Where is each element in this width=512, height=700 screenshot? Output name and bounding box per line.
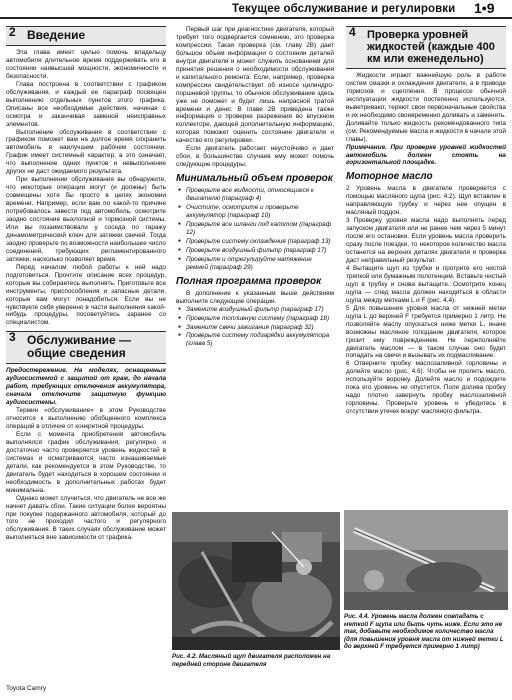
paragraph: Термин «обслуживание» в этом Руководстве относится к выполнению обобщенного комплекса операций в отличие от конкретной процедуры. [6,407,166,431]
subheading-full-program: Полная программа проверок [176,275,322,287]
column-1 [6,26,166,542]
figure-caption: Рис. 4.4. Уровень масла должен совпадать с меткой F щупа или быть чуть ниже. Если это не так, добавьте необходимое количество масла (для повышения уровня масла от нижней метки L до верхней F требуется примерно 1 литр) [344,613,504,651]
list-item: ● Проверьте топливную систему (параграф 18) [186,315,334,323]
paragraph: 6 Отверните пробку маслозаливной горловины и долейте масло (рис. 4.6). Чтобы не пролить масло, используйте воронку. Долейте масло и подождите пока его уровень не опустится. Поле долива пробку надо плотно завернуть пробку маслозаливной горловины. Проверьте уровень и убедитесь в отсутствии утечек вокруг масляного фильтра. [346,360,506,416]
subheading-minimal-checks: Минимальный объем проверок [176,173,333,185]
dipstick-illustration [344,510,508,610]
figure-4-2 [172,512,340,668]
paragraph: Жидкости играют важнейшую роль в работе систем смазки и охлаждения двигателя, а в приводе тормозов и сцепления. В процессе обычной эксплуатации жидкости постепенно используются, выветривают, теряют свои первоначальные свойства и их необходимо своевременно доливать и заменять. Доливайте только жидкость рекомендованного типа (см. Рекомендуемые масла и жидкости в начале этой главы). [346,72,507,143]
section-title: Обслуживание — общие сведения [27,333,131,361]
paragraph: 3 Проверку уровня масла надо выполнять перед запуском двигателя или не ранее чем через 5 минут после его остановки. Если уровень масла проверить сразу после поездки, то некоторое количество масла останется на верхних деталях двигателя и проверка даст неправильный результат. [346,217,506,265]
section-title: Введение [27,28,86,42]
full-checks-list [176,306,334,349]
page-number: 1•9 [474,0,495,16]
header-rule [0,17,512,19]
paragraph: 4 Вытащите щуп из трубки и протрите его чистой тряпкой или бумажным полотенцем. Вставьте чистый щуп в трубку и снова вытащите. Осмотрите конец щупа — след масла должен находиться в области щупа между метками L и F (рис. 4.4). [346,264,506,304]
section-number: 2 [9,25,16,39]
column-2 [176,26,334,349]
engine-bay-illustration [172,512,340,650]
section-4-heading [346,26,506,69]
list-item: ● Проверьте воздушный фильтр (параграф 17) [186,247,334,255]
paragraph: Выполнение обслуживания в соответствии с графиком поможет вам на долгое время сохранить автомобиль в наилучшем рабочем состоянии. График имеет системный характер, а это означает, что выполнение одних пунктов и невыполнение других не даст ожидаемого результата. [6,128,166,176]
paragraph: При выполнении обслуживания вы обнаружите, что некоторые операции могут (и должны) быть совмещены хотя бы просто в целях экономии времени. Например, если вам по какой-то причине потребовалось завести под автомобиль, осмотрите заодно состояние выхлопной и тормозной системы. Или вы позаимствовали у соседа по гаражу динамометрический ключ для затяжки свечей. Тогда заодно проверьте по возможности наибольшее число соединений, требующих регламентированного затяжки, насколько позволяет время. [6,176,166,263]
oil-dipstick-photo [344,510,508,610]
paragraph: 2 Уровень масла в двигателе проверяется с помощью масляного щупа (рис. 4.2). Щуп вставлен в направляющую трубку и через нее опущен в масляный поддон. [346,185,506,217]
page-footer: Toyota Camry [6,685,47,692]
section-number: 4 [349,25,356,39]
section-title: Проверка уровней жидкостей (каждые 400 км или еженедельно) [367,29,495,65]
page-header [0,0,512,22]
subheading-engine-oil: Моторное масло [346,171,433,183]
paragraph: Перед началом любой работы к ней надо подготовиться. Прочтите описание всех процедур, которые вы собираетесь выполнять. Приготовьте все инструменты, приспособления и запасные детали, которые вам могут понадобиться. Если вы не чувствуете себя уверенно в части выполнения какой-нибудь процедуры, посоветуйтесь заранее со специалистом. [6,263,166,327]
column-3 [346,26,506,416]
list-item: ● Проверьте систему охлаждения (параграф 13) [186,238,334,246]
section-2-heading [6,26,166,46]
paragraph: Первый шаг при диагностике двигателя, который требует того подвергается сомнению, это проверка компрессии. Такая проверка (см. главу 2В) дает большое объем информации о состоянии деталей внутри двигателя и может служить основанием для принятия решения о необходимости обслуживания и капитального ремонта. Если, например, проверка компрессии свидетельствует об износе цилиндро-поршневой группы, то обычное обслуживание здесь уже не поможет и будет лишь напрасной тратой времени и денег. В главе 2В приведена также информация о проверке разрежения во впускном коллекторе, дающей дополнительную информацию, которая поможет оценить состояние двигателя и качество его регулировки. [176,26,334,145]
list-item: ● Проверьте систему подзарядки аккумулятора (глава 5) [186,332,334,348]
list-item: ● Замените воздушный фильтр (параграф 17) [186,306,334,314]
minimal-checks-list [176,187,334,272]
list-item: ● Проверьте и отрегулируйте натяжение ремней (параграф 29) [186,256,334,272]
paragraph: Глава построена в соответствии с графиком обслуживания, и каждый ее параграф посвящен выполнению отдельных пунктов этого графика. Описаны все необходимые действия, начиная с осмотра и заканчивая заменой неисправных элементов. [6,80,166,128]
figure-caption: Рис. 4.2. Масляный щуп двигателя расположен на передней стороне двигателя [172,653,331,668]
list-item: ● Проверьте все шланги под капотом (параграф 12) [186,221,334,237]
running-title: Текущее обслуживание и регулировки [232,3,456,15]
warning-note: Предостережение. На моделях, оснащенных аудиосистемой с защитой от краж, до начала работ, требующих отключения аккумулятора, сначала отключите защитную функцию аудиосистемы. [6,367,166,407]
paragraph: Эта глава имеет целью помочь владельцу автомобиля длительное время поддерживать его в состоянии наивысшей мощности, экономичности и безопасности. [6,49,166,80]
paragraph: Если двигатель работает неустойчиво и дает сбои, в большинстве случаев ему может помочь следующие процедуры. [176,145,334,169]
section-3-heading [6,331,166,364]
note: Примечание. При проверке уровней жидкостей автомобиль должен стоять на горизонтальной площадке. [346,143,506,167]
engine-dipstick-photo [172,512,340,650]
figure-4-4 [344,510,508,686]
paragraph: 5 Для повышения уровня масла от нижней метки щупа L до верхней F требуется примерно 1 литр. Не позволяйте маслу опускаться ниже метки L, иначе возможны масляное голодание двигателя, которое грозит ему повреждением. Не переполняйте двигатель маслом — в таком случае оно будет попадать на свечи и вызывать их подмасливание. [346,304,506,360]
list-item: ● Замените свечи зажигания (параграф 32) [186,324,334,332]
list-item: ● Очистите, осмотрите и проверьте аккумулятор (параграф 10) [186,204,334,220]
paragraph: Однако может случиться, что двигатель не все же начнет давать сбои. Такие ситуации более вероятны при покупке подержанного автомобиля, который до того не проходил частого и регулярного обслуживания. В таких случаях обслуживание может выполняться вне зависимости от графика. [6,494,166,542]
section-number: 3 [9,330,16,345]
paragraph: Если с момента приобретения автомобиль выполнялся график обслуживания, регулярно и достаточно часто проверяется уровень жидкостей в системах и осматриваются часто изнашиваемые детали, как рекомендуется в этом Руководстве, то двигатель будет находиться в хорошем состоянии и необходимость в дополнительных работах будет минимальна. [6,430,166,494]
list-item: ● Проверьте все жидкости, относящиеся к двигателю (параграф 4) [186,187,334,203]
paragraph: В дополнение к указанным выше действиям выполните следующие операции. [176,289,334,305]
